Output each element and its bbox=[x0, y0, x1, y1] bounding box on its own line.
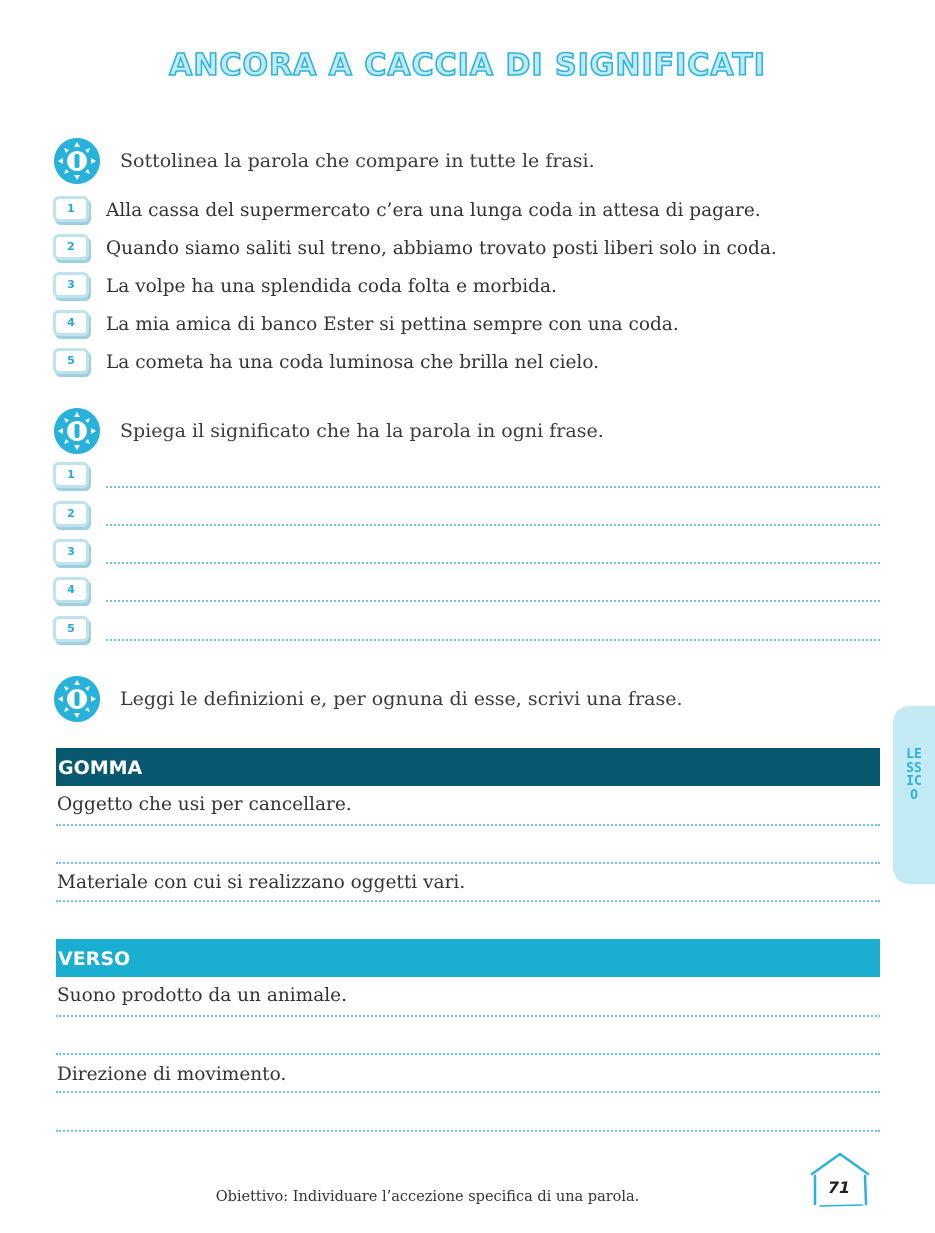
item-number: 1 bbox=[56, 199, 86, 219]
definition: Materiale con cui si realizzano oggetti vari. bbox=[57, 872, 466, 893]
answer-line[interactable] bbox=[106, 486, 880, 488]
sentence: La mia amica di banco Ester si pettina sempre con una coda. bbox=[106, 314, 679, 335]
instruction-text: Spiega il significato che ha la parola in ogni frase. bbox=[120, 420, 604, 442]
item-number: 5 bbox=[56, 619, 86, 639]
item-number: 4 bbox=[56, 313, 86, 333]
sun-exercise-icon bbox=[54, 676, 100, 722]
definition: Direzione di movimento. bbox=[57, 1064, 287, 1085]
section-tab-text: LESSICO bbox=[906, 747, 922, 803]
answer-line[interactable] bbox=[56, 862, 880, 864]
sentence: La volpe ha una splendida coda folta e morbida. bbox=[106, 276, 557, 297]
sentence: Alla cassa del supermercato c’era una lunga coda in attesa di pagare. bbox=[106, 200, 761, 221]
exercise-1-instruction bbox=[54, 138, 595, 184]
item-number: 1 bbox=[56, 465, 86, 485]
answer-line[interactable] bbox=[106, 600, 880, 602]
objective-footer: Obiettivo: Individuare l’accezione specifica di una parola. bbox=[215, 1189, 640, 1205]
sun-exercise-icon bbox=[54, 408, 100, 454]
item-number: 4 bbox=[56, 580, 86, 600]
answer-line[interactable] bbox=[56, 1130, 880, 1132]
answer-line[interactable] bbox=[106, 562, 880, 564]
exercise-3-instruction bbox=[54, 676, 683, 722]
answer-line[interactable] bbox=[56, 1091, 880, 1093]
sentence: Quando siamo saliti sul treno, abbiamo trovato posti liberi solo in coda. bbox=[106, 238, 777, 259]
definition: Suono prodotto da un animale. bbox=[57, 985, 347, 1006]
answer-line[interactable] bbox=[106, 639, 880, 641]
definition: Oggetto che usi per cancellare. bbox=[57, 794, 352, 815]
answer-line[interactable] bbox=[56, 1015, 880, 1017]
page-number: 71 bbox=[827, 1178, 851, 1197]
section-tab-label bbox=[906, 748, 922, 802]
item-number: 3 bbox=[56, 542, 86, 562]
exercise-2-instruction bbox=[54, 408, 604, 454]
answer-line[interactable] bbox=[56, 900, 880, 902]
instruction-text: Leggi le definizioni e, per ognuna di esse, scrivi una frase. bbox=[120, 688, 683, 710]
sun-exercise-icon bbox=[54, 138, 100, 184]
sentence: La cometa ha una coda luminosa che brilla nel cielo. bbox=[106, 352, 600, 373]
word-header-verso: VERSO bbox=[56, 939, 880, 977]
word-header-gomma: GOMMA bbox=[56, 748, 880, 786]
item-number: 2 bbox=[56, 504, 86, 524]
item-number: 3 bbox=[56, 275, 86, 295]
page-title: ANCORA A CACCIA DI SIGNIFICATI bbox=[169, 48, 766, 83]
answer-line[interactable] bbox=[56, 1053, 880, 1055]
instruction-text: Sottolinea la parola che compare in tutte le frasi. bbox=[120, 150, 595, 172]
answer-line[interactable] bbox=[56, 824, 880, 826]
item-number: 2 bbox=[56, 237, 86, 257]
item-number: 5 bbox=[56, 351, 86, 371]
answer-line[interactable] bbox=[106, 524, 880, 526]
